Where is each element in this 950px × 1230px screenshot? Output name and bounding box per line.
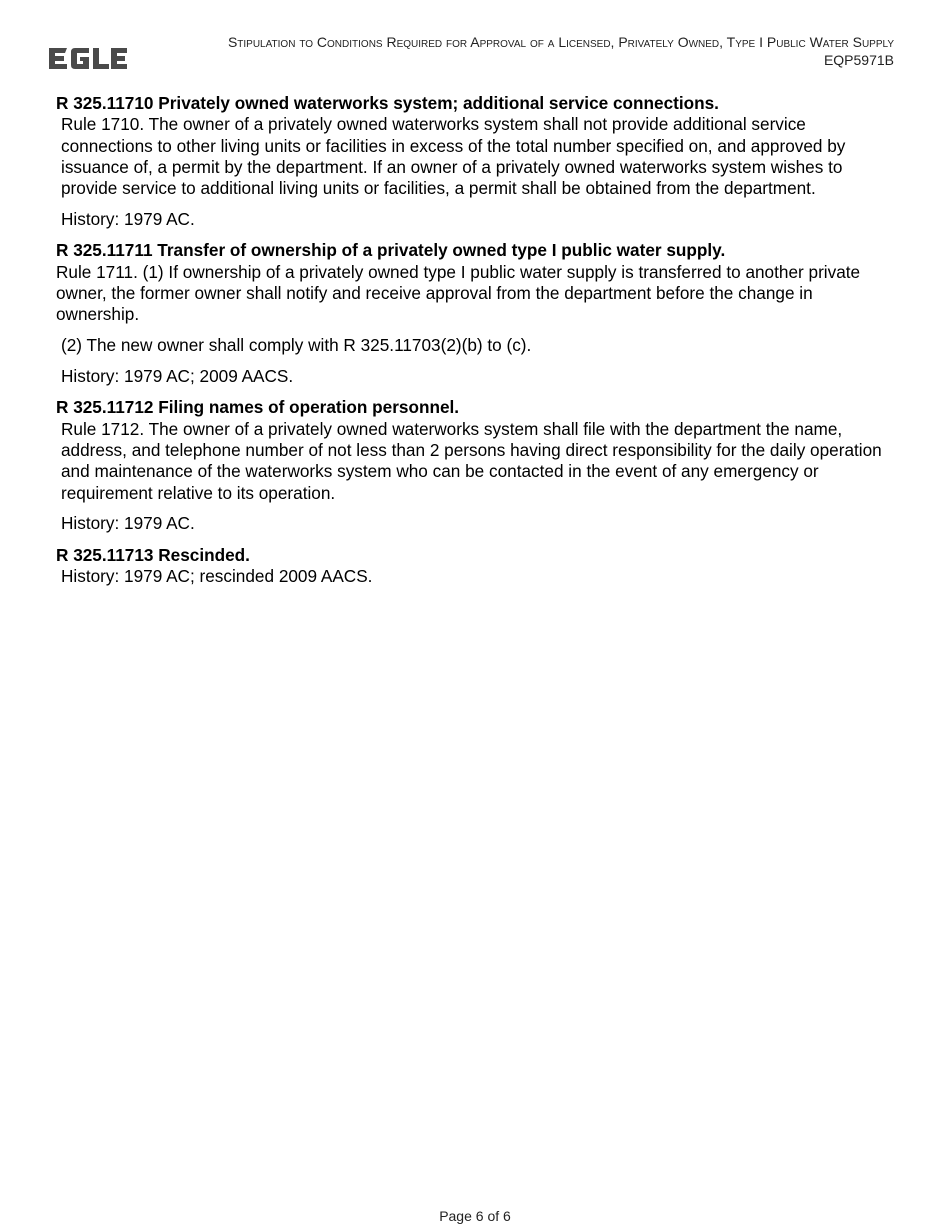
section-rule-1710 (56, 93, 896, 230)
section-paragraph: Rule 1711. (1) If ownership of a privately owned type I public water supply is transferred to another private owner, the former owner shall notify and receive approval from the department before the change in ownership. (56, 261, 861, 325)
section-heading: R 325.11712 Filing names of operation personnel. (56, 397, 460, 418)
section-history: History: 1979 AC. (61, 209, 195, 230)
document-title: Stipulation to Conditions Required for Approval of a Licensed, Privately Owned, Type I Public Water Supply (227, 34, 894, 50)
form-number: EQP5971B (823, 52, 894, 68)
egle-logo (47, 44, 129, 72)
document-body (56, 93, 896, 597)
section-heading: R 325.11713 Rescinded. (56, 544, 250, 565)
section-rule-1712 (56, 397, 896, 534)
section-paragraph: Rule 1712. The owner of a privately owned waterworks system shall file with the department the name, address, and telephone number of not less than 2 persons having direct responsibility for the daily operation and maintenance of the waterworks system who can be contacted in the event of any emergency or requirement relative to its operation. (61, 418, 882, 503)
page-number: Page 6 of 6 (439, 1208, 511, 1224)
section-paragraph: (2) The new owner shall comply with R 325.11703(2)(b) to (c). (61, 335, 532, 356)
section-heading: R 325.11711 Transfer of ownership of a privately owned type I public water supply. (56, 240, 726, 261)
section-heading: R 325.11710 Privately owned waterworks system; additional service connections. (56, 93, 719, 113)
section-paragraph: Rule 1710. The owner of a privately owned waterworks system shall not provide additional service connections to other living units or facilities in excess of the total number specified on, and approved by issuance of, a permit by the department. If an owner of a privately owned waterworks system wishes to provide service to additional living units or facilities, a permit shall be obtained from the department. (61, 114, 846, 199)
egle-logo-icon (47, 44, 129, 72)
section-history: History: 1979 AC; rescinded 2009 AACS. (61, 566, 373, 587)
section-rule-1711 (56, 240, 896, 387)
section-history: History: 1979 AC; 2009 AACS. (61, 366, 294, 387)
section-history: History: 1979 AC. (61, 513, 195, 534)
document-header (134, 33, 894, 69)
section-rule-1713 (56, 545, 896, 588)
